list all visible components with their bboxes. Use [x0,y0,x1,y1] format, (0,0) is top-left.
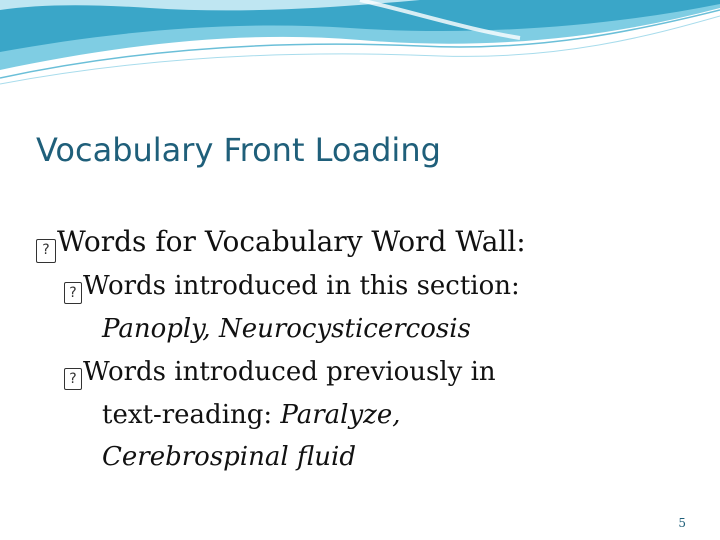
sub-bullet-words: Panoply, Neurocysticercosis [102,314,471,344]
sub-bullet-word: Paralyze, [280,400,401,430]
page-number: 5 [678,516,686,530]
slide-title: Vocabulary Front Loading [36,131,441,169]
bullet-text: Words for Vocabulary Word Wall: [57,225,526,258]
header-wave-decoration [0,0,720,90]
sub-bullet-plain: text-reading: [102,400,281,430]
bullet-glyph-icon: ? [64,282,82,304]
bullet-glyph-icon: ? [64,368,82,390]
sub-bullet-word: Cerebrospinal fluid [102,442,356,472]
bullet-list [36,220,696,478]
sub-bullet-text: Words introduced previously in [83,357,496,387]
bullet-glyph-icon: ? [36,239,56,263]
sub-bullet-continuation [64,394,696,436]
bullet-item-word-wall [36,220,696,264]
sub-bullet-text: Words introduced in this section: [83,271,520,301]
sub-bullet-previous [64,350,696,478]
sub-bullet-this-section [64,264,696,350]
